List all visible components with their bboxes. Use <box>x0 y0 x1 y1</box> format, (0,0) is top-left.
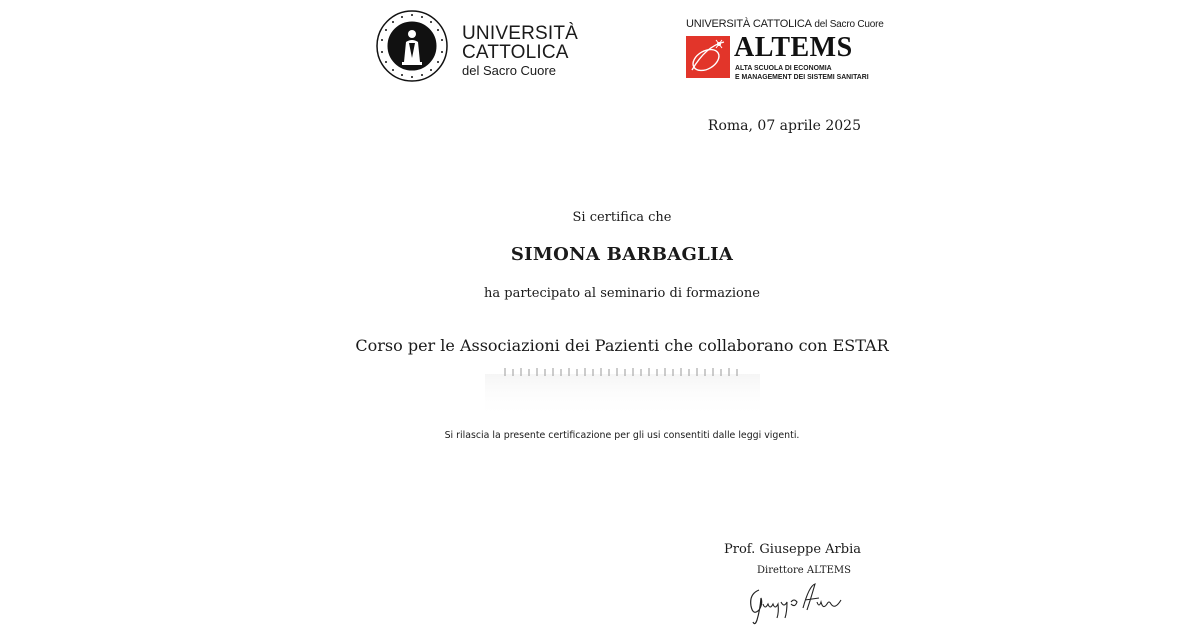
altems-name: ALTEMS <box>734 32 853 63</box>
altems-subtitle <box>735 63 869 81</box>
participation-line: ha partecipato al seminario di formazione <box>484 286 760 301</box>
ucsc-logo <box>376 10 579 86</box>
document-date: Roma, 07 aprile 2025 <box>707 118 861 134</box>
altems-sub-line1: ALTA SCUOLA DI ECONOMIA <box>735 63 832 72</box>
ucsc-line2: CATTOLICA <box>462 42 569 63</box>
ucsc-line1: UNIVERSITÀ <box>462 23 579 44</box>
ucsc-line3: del Sacro Cuore <box>462 63 556 78</box>
altems-mark-icon <box>686 36 730 78</box>
signer-name: Prof. Giuseppe Arbia <box>724 542 861 557</box>
ucsc-seal-icon <box>376 10 448 82</box>
course-title: Corso per le Associazioni dei Pazienti che collaborano con ESTAR <box>355 336 889 355</box>
certify-intro: Si certifica che <box>572 210 672 225</box>
handwritten-signature <box>745 580 845 626</box>
redacted-smudge <box>485 364 760 419</box>
signer-role: Direttore ALTEMS <box>757 565 851 576</box>
altems-top-small: del Sacro Cuore <box>811 19 884 30</box>
ucsc-wordmark <box>462 24 578 77</box>
altems-sub-line2: E MANAGEMENT DEI SISTEMI SANITARI <box>735 72 869 81</box>
legal-note: Si rilascia la presente certificazione per gli usi consentiti dalle leggi vigenti. <box>444 430 800 441</box>
altems-logo <box>684 18 884 88</box>
recipient-name: SIMONA BARBAGLIA <box>510 244 734 265</box>
altems-top-line <box>686 18 884 30</box>
altems-top-main: UNIVERSITÀ CATTOLICA <box>686 18 812 30</box>
